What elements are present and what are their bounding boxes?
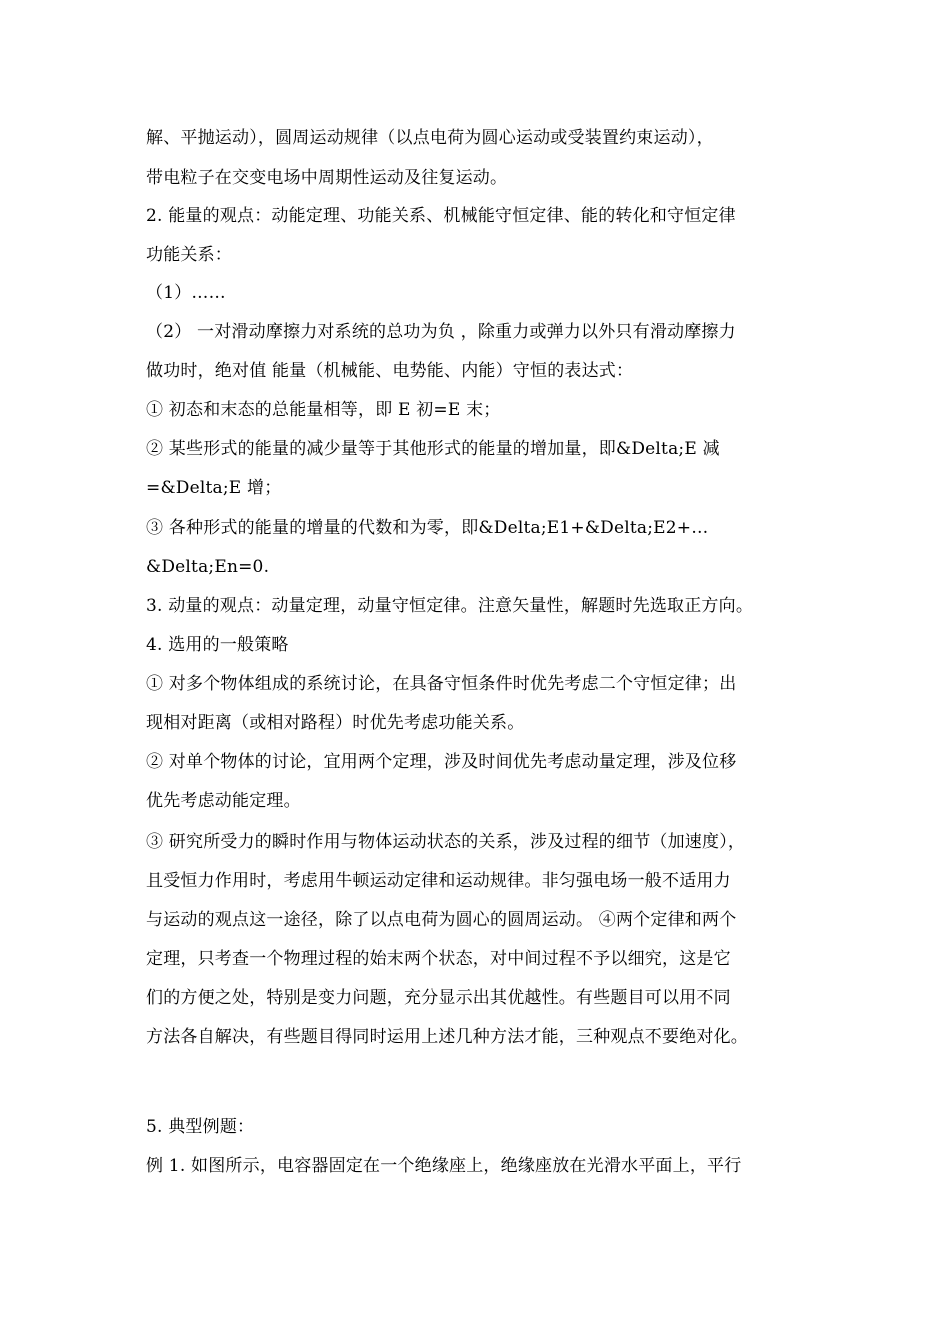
text-line: ① 对多个物体组成的系统讨论，在具备守恒条件时优先考虑二个守恒定律；出 bbox=[146, 674, 737, 694]
text-line: 带电粒子在交变电场中周期性运动及往复运动。 bbox=[146, 168, 508, 188]
text-line: （2） 一对滑动摩擦力对系统的总功为负 ，除重力或弹力以外只有滑动摩擦力 bbox=[146, 322, 736, 342]
text-line: 4. 选用的一般策略 bbox=[146, 635, 289, 655]
text-line: 与运动的观点这一途径，除了以点电荷为圆心的圆周运动。 ④两个定律和两个 bbox=[146, 910, 737, 930]
text-line: ③ 研究所受力的瞬时作用与物体运动状态的关系，涉及过程的细节（加速度）， bbox=[146, 832, 746, 852]
text-line: &Delta;En=0. bbox=[146, 557, 270, 577]
text-line: =&Delta;E 增； bbox=[146, 478, 282, 498]
text-line: 优先考虑动能定理。 bbox=[146, 791, 301, 811]
text-line: 们的方便之处，特别是变力问题，充分显示出其优越性。有些题目可以用不同 bbox=[146, 988, 731, 1008]
text-line: 2. 能量的观点：动能定理、功能关系、机械能守恒定律、能的转化和守恒定律 bbox=[146, 206, 736, 226]
text-line: 现相对距离（或相对路程）时优先考虑功能关系。 bbox=[146, 713, 525, 733]
section-heading: 5. 典型例题： bbox=[146, 1117, 255, 1137]
text-line: 例 1. 如图所示，电容器固定在一个绝缘座上，绝缘座放在光滑水平面上，平行 bbox=[146, 1156, 742, 1176]
text-line: 定理，只考查一个物理过程的始末两个状态，对中间过程不予以细究，这是它 bbox=[146, 949, 731, 969]
text-line: （1）…… bbox=[146, 283, 226, 303]
text-line: ① 初态和末态的总能量相等，即 E 初=E 末； bbox=[146, 400, 501, 420]
text-line: ③ 各种形式的能量的增量的代数和为零，即&Delta;E1+&Delta;E2+… bbox=[146, 518, 709, 538]
text-line: 3. 动量的观点：动量定理，动量守恒定律。注意矢量性，解题时先选取正方向。 bbox=[146, 596, 754, 616]
text-line: 做功时，绝对值 能量（机械能、电势能、内能）守恒的表达式： bbox=[146, 361, 634, 381]
text-line: ② 某些形式的能量的减少量等于其他形式的能量的增加量，即&Delta;E 减 bbox=[146, 439, 720, 459]
text-line: 方法各自解决，有些题目得同时运用上述几种方法才能，三种观点不要绝对化。 bbox=[146, 1027, 748, 1047]
text-line: 功能关系： bbox=[146, 245, 232, 265]
text-line: 解、平抛运动），圆周运动规律（以点电荷为圆心运动或受装置约束运动）， bbox=[146, 128, 714, 148]
text-line: ② 对单个物体的讨论，宜用两个定理，涉及时间优先考虑动量定理，涉及位移 bbox=[146, 752, 737, 772]
text-line: 且受恒力作用时，考虑用牛顿运动定律和运动规律。非匀强电场一般不适用力 bbox=[146, 871, 731, 891]
